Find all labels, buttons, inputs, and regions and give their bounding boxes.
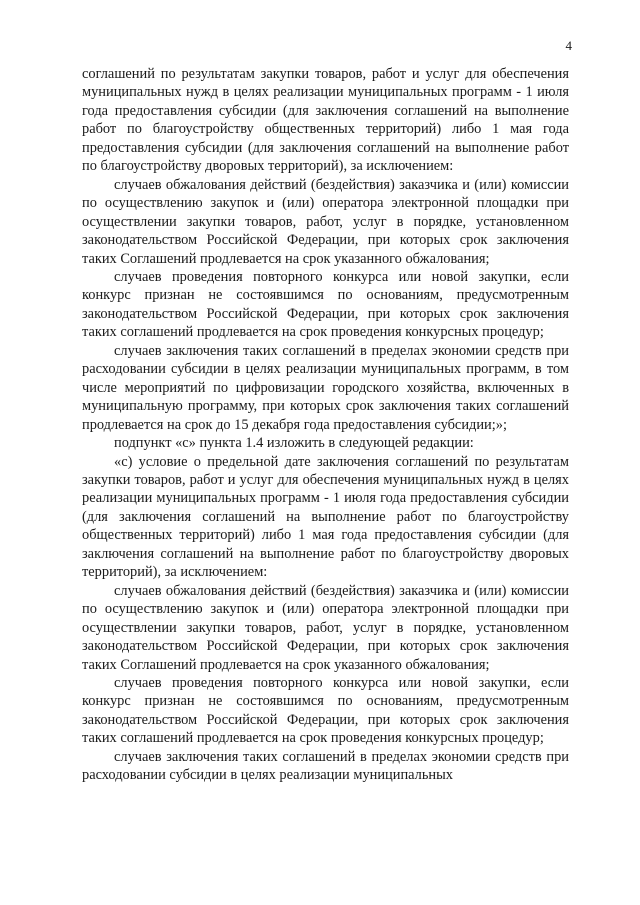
paragraph-2: случаев обжалования действий (бездействия) заказчика и (или) комиссии по осуществлению закупок и (или) оператора электронной площадки при осуществлении закупки товаров, работ, услуг в порядке, установленном законодательством Российской Федерации, при которых срок заключения таких Соглашений продлевается на срок указанного обжалования; xyxy=(82,176,569,267)
paragraph-8: случаев проведения повторного конкурса или новой закупки, если конкурс признан не состоявшимся по основаниям, предусмотренным законодательством Российской Федерации, при которых срок заключения таких соглашений продлевается на срок проведения конкурсных процедур; xyxy=(82,674,569,747)
paragraph-6: «с) условие о предельной дате заключения соглашений по результатам закупки товаров, работ и услуг для обеспечения муниципальных нужд в целях реализации муниципальных программ - 1 июля года предоставления субсидии (для заключения соглашений на выполнение работ по благоустройству общественных территорий) либо 1 мая года предоставления субсидии (для заключения соглашений на выполнение работ по благоустройству дворовых территорий), за исключением: xyxy=(82,453,569,581)
document-body xyxy=(82,65,569,785)
page-number: 4 xyxy=(565,38,572,53)
paragraph-4: случаев заключения таких соглашений в пределах экономии средств при расходовании субсидии в целях реализации муниципальных программ, в том числе мероприятий по цифровизации городского хозяйства, включенных в муниципальную программу, при которых срок заключения таких соглашений продлевается на срок до 15 декабря года предоставления субсидии;»; xyxy=(82,342,569,433)
paragraph-5: подпункт «с» пункта 1.4 изложить в следующей редакции: xyxy=(114,435,474,452)
paragraph-7: случаев обжалования действий (бездействия) заказчика и (или) комиссии по осуществлению закупок и (или) оператора электронной площадки при осуществлении закупки товаров, работ, услуг в порядке, установленном законодательством Российской Федерации, при которых срок заключения таких Соглашений продлевается на срок указанного обжалования; xyxy=(82,582,569,673)
paragraph-9: случаев заключения таких соглашений в пределах экономии средств при расходовании субсидии в целях реализации муниципальных xyxy=(82,748,569,784)
paragraph-1: соглашений по результатам закупки товаров, работ и услуг для обеспечения муниципальных нужд в целях реализации муниципальных программ - 1 июля года предоставления субсидии (для заключения соглашений на выполнение работ по благоустройству общественных территорий) либо 1 мая года предоставления субсидии (для заключения соглашений на выполнение работ по благоустройству дворовых территорий), за исключением: xyxy=(82,66,569,175)
paragraph-3: случаев проведения повторного конкурса или новой закупки, если конкурс признан не состоявшимся по основаниям, предусмотренным законодательством Российской Федерации, при которых срок заключения таких соглашений продлевается на срок проведения конкурсных процедур; xyxy=(82,268,569,341)
